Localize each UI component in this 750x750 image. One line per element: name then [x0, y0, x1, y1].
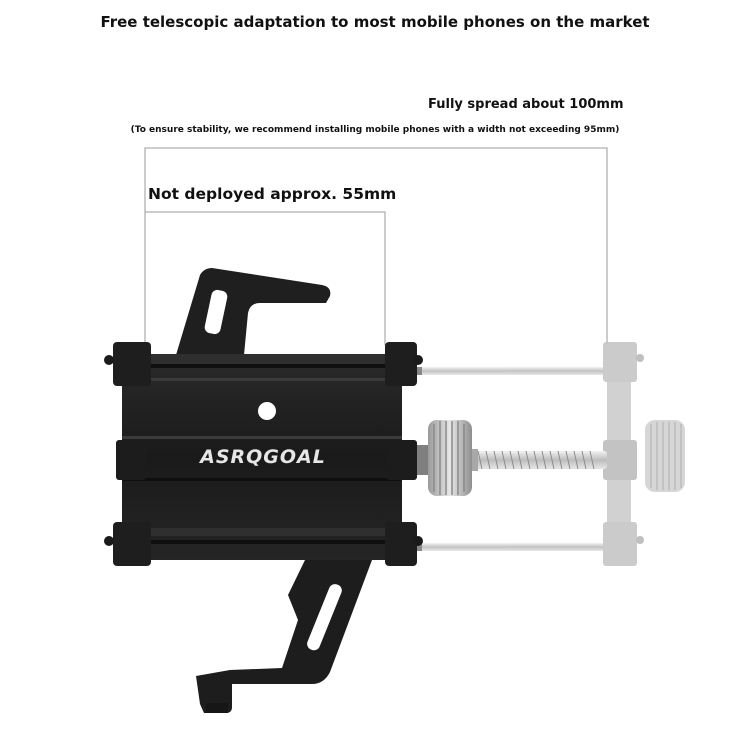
mount-hole: [258, 402, 276, 420]
threaded-screw: [465, 451, 607, 469]
bottom-arm: [196, 560, 372, 713]
page-title: Free telescopic adaptation to most mobile phones on the market: [100, 13, 650, 31]
adjustment-knob: [416, 420, 478, 496]
left-end-caps: [104, 342, 151, 566]
stability-note: (To ensure stability, we recommend installing mobile phones with a width not exceeding 95mm): [130, 125, 620, 135]
brand-logo: ASRQGOAL: [200, 446, 326, 468]
not-deployed-label: Not deployed approx. 55mm: [148, 185, 397, 203]
top-arm: [176, 268, 330, 355]
full-spread-label: Fully spread about 100mm: [428, 97, 624, 112]
